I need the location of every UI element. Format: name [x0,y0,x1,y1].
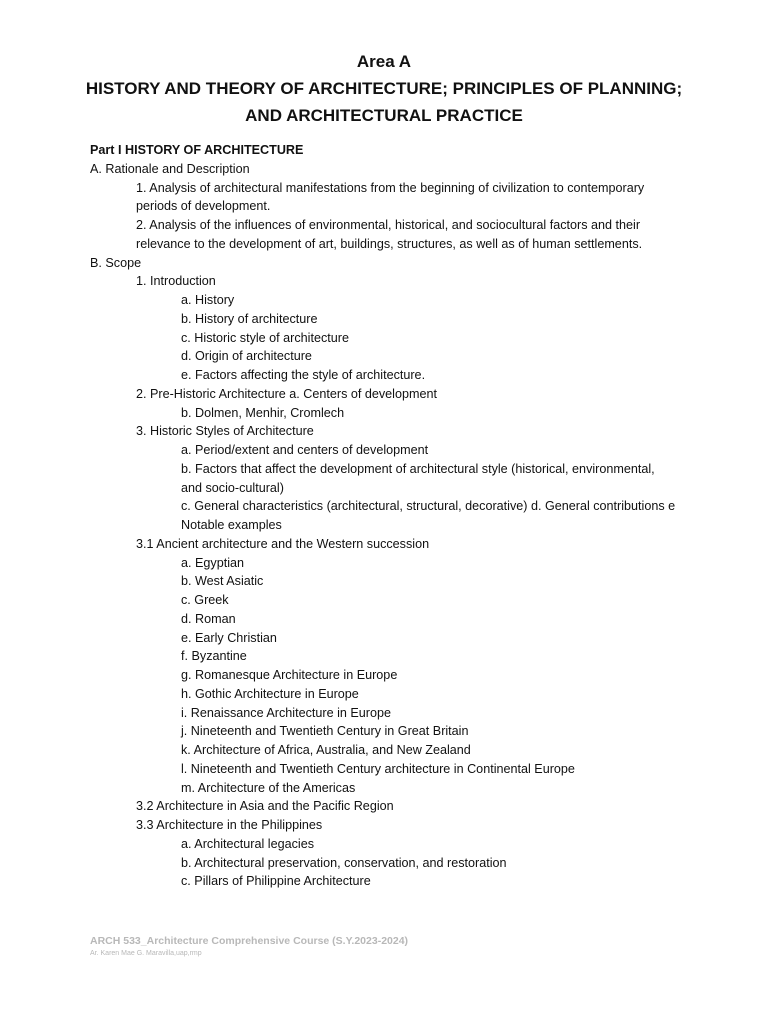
title-main-line-2: AND ARCHITECTURAL PRACTICE [245,106,523,125]
document-title [0,48,768,129]
outline-line: g. Romanesque Architecture in Europe [181,668,398,682]
outline-line: b. Architectural preservation, conservation, and restoration [181,855,507,870]
outline-line: 2. Pre-Historic Architecture a. Centers of development [136,386,437,401]
footer-course-name: ARCH 533_Architecture Comprehensive Course (S.Y.2023-2024) [90,935,409,947]
outline-line: 3.2 Architecture in Asia and the Pacific Region [136,799,394,814]
outline-line: A. Rationale and Description [90,161,250,176]
outline-line: e. Early Christian [181,630,277,645]
outline-line: a. Architectural legacies [181,836,315,851]
outline-line: b. Factors that affect the development of architectural style (historical, environmental, [181,461,655,476]
outline-line: 3.1 Ancient architecture and the Western succession [136,536,430,551]
outline-line: c. Greek [181,593,229,607]
outline-line: a. Egyptian [181,555,245,570]
outline-line: l. Nineteenth and Twentieth Century architecture in Continental Europe [181,761,575,776]
title-main-line-1: HISTORY AND THEORY OF ARCHITECTURE; PRINCIPLES OF PLANNING; [85,79,683,98]
outline-line: and socio-cultural) [181,480,284,495]
outline-line: 3.3 Architecture in the Philippines [136,818,323,832]
outline-line: relevance to the development of art, buildings, structures, as well as of human settlements. [136,236,643,251]
outline-line: d. Origin of architecture [181,349,312,364]
outline-line: h. Gothic Architecture in Europe [181,686,359,701]
outline-line: a. History [181,293,235,307]
outline-line: b. West Asiatic [181,574,264,589]
section-heading: Part I HISTORY OF ARCHITECTURE [90,143,304,157]
outline-line: e. Factors affecting the style of architecture. [181,368,426,382]
title-area: Area A [356,52,412,71]
outline-line: c. General characteristics (architectural, structural, decorative) d. General contributions e [181,499,676,514]
outline-line: c. Pillars of Philippine Architecture [181,874,371,889]
outline-line: 1. Introduction [136,274,216,289]
outline-line: f. Byzantine [181,649,247,664]
outline-line: periods of development. [136,199,271,214]
outline-line: j. Nineteenth and Twentieth Century in Great Britain [181,724,469,739]
outline-line: Notable examples [181,518,282,532]
outline-line: 1. Analysis of architectural manifestations from the beginning of civilization to contemporary [136,180,645,195]
outline-line: b. History of architecture [181,311,318,326]
page-footer [90,934,408,960]
outline-line: k. Architecture of Africa, Australia, and New Zealand [181,743,471,757]
outline-line: m. Architecture of the Americas [181,780,356,795]
outline-line: 3. Historic Styles of Architecture [136,424,314,439]
outline-line: d. Roman [181,611,236,626]
outline-line: c. Historic style of architecture [181,330,349,345]
outline-line: B. Scope [90,255,142,270]
outline-line: b. Dolmen, Menhir, Cromlech [181,405,345,420]
outline-line: i. Renaissance Architecture in Europe [181,705,392,720]
outline-line: a. Period/extent and centers of development [181,443,429,457]
outline-body [90,141,690,891]
footer-author: Ar. Karen Mae G. Maravilla,uap,rmp [90,950,202,957]
outline-line: 2. Analysis of the influences of environmental, historical, and sociocultural factors and their [136,218,641,232]
